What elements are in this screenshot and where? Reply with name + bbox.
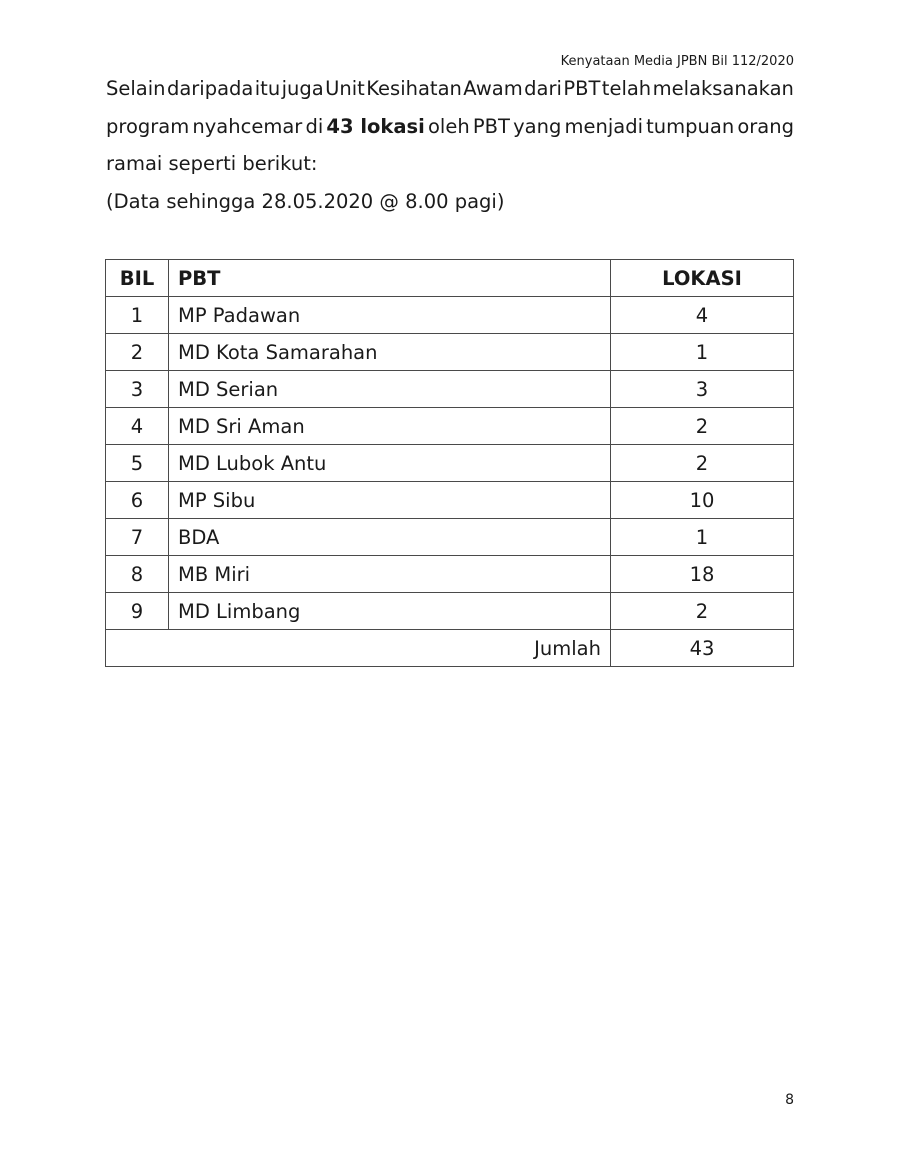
intro-word: Kesihatan	[366, 77, 462, 100]
cell-pbt: MD Lubok Antu	[169, 445, 611, 482]
cell-pbt: MD Limbang	[169, 593, 611, 630]
intro-word: melaksanakan	[652, 77, 794, 100]
cell-pbt: MP Sibu	[169, 482, 611, 519]
intro-word: program	[106, 114, 190, 138]
intro-word: daripada	[166, 77, 254, 100]
intro-word: dari	[524, 77, 562, 100]
intro-paragraph	[106, 70, 794, 220]
table-row	[106, 371, 794, 408]
intro-word: di	[305, 114, 324, 138]
header-reference: Kenyataan Media JPBN Bil 112/2020	[560, 54, 794, 69]
cell-pbt: MB Miri	[169, 556, 611, 593]
cell-bil: 9	[106, 593, 169, 630]
locations-table	[105, 259, 794, 667]
cell-lokasi: 2	[611, 593, 794, 630]
intro-word: Awam	[463, 77, 523, 100]
intro-word: orang	[737, 114, 794, 138]
intro-word: itu	[254, 77, 281, 100]
table-row	[106, 408, 794, 445]
header-bil: BIL	[106, 260, 169, 297]
intro-word: PBT	[472, 114, 510, 138]
total-value: 43	[611, 630, 794, 667]
intro-word: Unit	[325, 77, 365, 100]
cell-pbt: BDA	[169, 519, 611, 556]
intro-word: juga	[281, 77, 324, 100]
cell-lokasi: 2	[611, 445, 794, 482]
cell-bil: 5	[106, 445, 169, 482]
cell-lokasi: 1	[611, 519, 794, 556]
intro-word: nyahcemar	[192, 114, 303, 138]
cell-bil: 8	[106, 556, 169, 593]
table-header-row	[106, 260, 794, 297]
cell-pbt: MD Kota Samarahan	[169, 334, 611, 371]
cell-lokasi: 1	[611, 334, 794, 371]
intro-word: oleh	[428, 114, 470, 138]
table-row	[106, 334, 794, 371]
cell-bil: 6	[106, 482, 169, 519]
page-number: 8	[785, 1092, 794, 1108]
cell-lokasi: 10	[611, 482, 794, 519]
table-row	[106, 556, 794, 593]
data-note: (Data sehingga 28.05.2020 @ 8.00 pagi)	[106, 189, 505, 213]
cell-lokasi: 3	[611, 371, 794, 408]
intro-word: tumpuan	[646, 114, 735, 138]
cell-bil: 3	[106, 371, 169, 408]
header-pbt: PBT	[169, 260, 611, 297]
table-row	[106, 297, 794, 334]
total-label: Jumlah	[106, 630, 611, 667]
table-row	[106, 593, 794, 630]
intro-line-1	[106, 70, 794, 108]
table-row	[106, 445, 794, 482]
cell-pbt: MP Padawan	[169, 297, 611, 334]
intro-word: telah	[601, 77, 652, 100]
table-row	[106, 519, 794, 556]
intro-line-2	[106, 108, 794, 146]
cell-bil: 1	[106, 297, 169, 334]
table-row	[106, 482, 794, 519]
cell-pbt: MD Serian	[169, 371, 611, 408]
intro-word: yang	[513, 114, 562, 138]
cell-bil: 2	[106, 334, 169, 371]
header-lokasi: LOKASI	[611, 260, 794, 297]
table-total-row	[106, 630, 794, 667]
cell-bil: 4	[106, 408, 169, 445]
intro-word: Selain	[106, 77, 166, 100]
intro-word: menjadi	[564, 114, 643, 138]
highlight-location-count: 43 lokasi	[326, 114, 425, 138]
cell-bil: 7	[106, 519, 169, 556]
cell-lokasi: 2	[611, 408, 794, 445]
cell-lokasi: 4	[611, 297, 794, 334]
intro-word: PBT	[563, 77, 601, 100]
intro-line-3: ramai seperti berikut:	[106, 152, 318, 175]
cell-lokasi: 18	[611, 556, 794, 593]
cell-pbt: MD Sri Aman	[169, 408, 611, 445]
